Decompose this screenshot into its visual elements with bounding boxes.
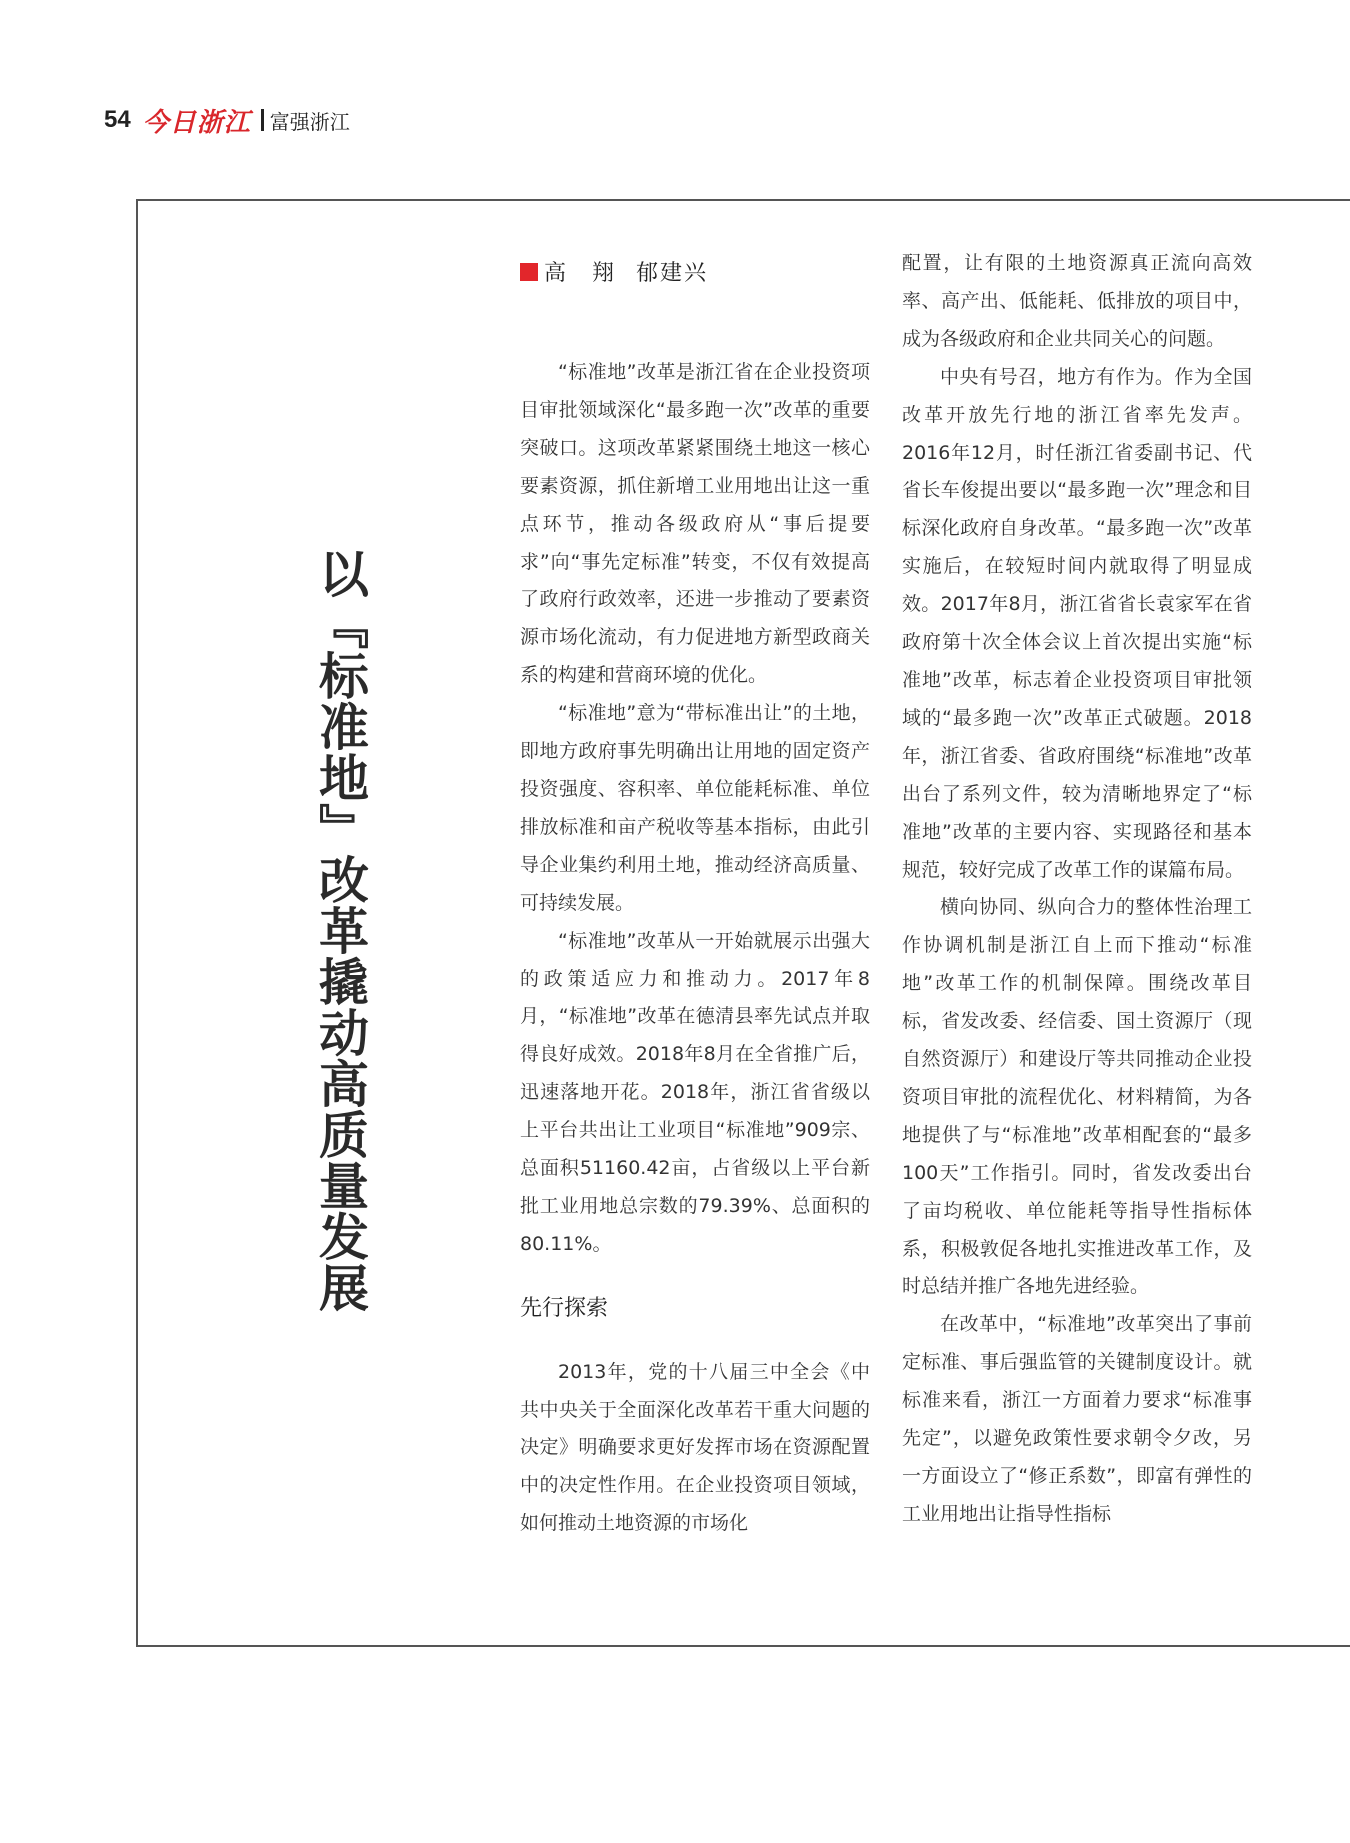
paragraph: “标准地”改革从一开始就展示出强大的政策适应力和推动力。2017年8月，“标准地”改革在德清县率先试点并取得良好成效。2018年8月在全省推广后，迅速落地开花。2018年，浙江省省级以上平台共出让工业项目“标准地”909宗、总面积51160.42亩，占省级以上平台新批工业用地总宗数的79.39%、总面积的80.11%。 [520,929,870,1255]
article-title: 以『标准地』改革撬动高质量发展 [311,548,370,1313]
page-number: 54 [104,106,131,133]
text-column-right [902,245,1252,1534]
paragraph-continuation: 配置，让有限的土地资源真正流向高效率、高产出、低能耗、低排放的项目中，成为各级政府和企业共同关心的问题。 [902,252,1252,350]
byline-marker [520,263,538,281]
page-header [104,100,350,140]
paragraph: 2013年，党的十八届三中全会《中共中央关于全面深化改革若干重大问题的决定》明确要求更好发挥市场在资源配置中的决定性作用。在企业投资项目领域，如何推动土地资源的市场化 [520,1360,870,1535]
paragraph: “标准地”改革是浙江省在企业投资项目审批领域深化“最多跑一次”改革的重要突破口。这项改革紧紧围绕土地这一核心要素资源，抓住新增工业用地出让这一重点环节，推动各级政府从“事后提要求”向“事先定标准”转变，不仅有效提高了政府行政效率，还进一步推动了要素资源市场化流动，有力促进地方新型政商关系的构建和营商环境的优化。 [520,361,870,687]
text-column-left [520,354,870,1543]
author-name: 郁建兴 [636,261,709,286]
paragraph: “标准地”意为“带标准出让”的土地，即地方政府事先明确出让用地的固定资产投资强度、容积率、单位能耗标准、单位排放标准和亩产税收等基本指标，由此引导企业集约利用土地，推动经济高质量、可持续发展。 [520,702,870,914]
paragraph: 中央有号召，地方有作为。作为全国改革开放先行地的浙江省率先发声。2016年12月，时任浙江省委副书记、代省长车俊提出要以“最多跑一次”理念和目标深化政府自身改革。“最多跑一次”改革实施后，在较短时间内就取得了明显成效。2017年8月，浙江省省长袁家军在省政府第十次全体会议上首次提出实施“标准地”改革，标志着企业投资项目审批领域的“最多跑一次”改革正式破题。2018年，浙江省委、省政府围绕“标准地”改革出台了系列文件，较为清晰地界定了“标准地”改革的主要内容、实现路径和基本规范，较好完成了改革工作的谋篇布局。 [902,365,1252,881]
subheading: 先行探索 [520,1295,609,1321]
magazine-logo: 今日浙江 [142,107,251,138]
paragraph: 在改革中，“标准地”改革突出了事前定标准、事后强监管的关键制度设计。就标准来看，浙江一方面着力要求“标准事先定”，以避免政策性要求朝令夕改，另一方面设立了“修正系数”，即富有弹性的工业用地出让指导性指标 [902,1313,1252,1525]
header-divider [261,109,264,131]
paragraph: 横向协同、纵向合力的整体性治理工作协调机制是浙江自上而下推动“标准地”改革工作的机制保障。围绕改革目标，省发改委、经信委、国土资源厅（现自然资源厅）和建设厅等共同推动企业投资项目审批的流程优化、材料精简，为各地提供了与“标准地”改革相配套的“最多100天”工作指引。同时，省发改委出台了亩均税收、单位能耗等指导性指标体系，积极敦促各地扎实推进改革工作，及时总结并推广各地先进经验。 [902,896,1252,1298]
byline [520,256,708,287]
author-name: 高 翔 [544,261,617,286]
section-name: 富强浙江 [269,109,350,134]
